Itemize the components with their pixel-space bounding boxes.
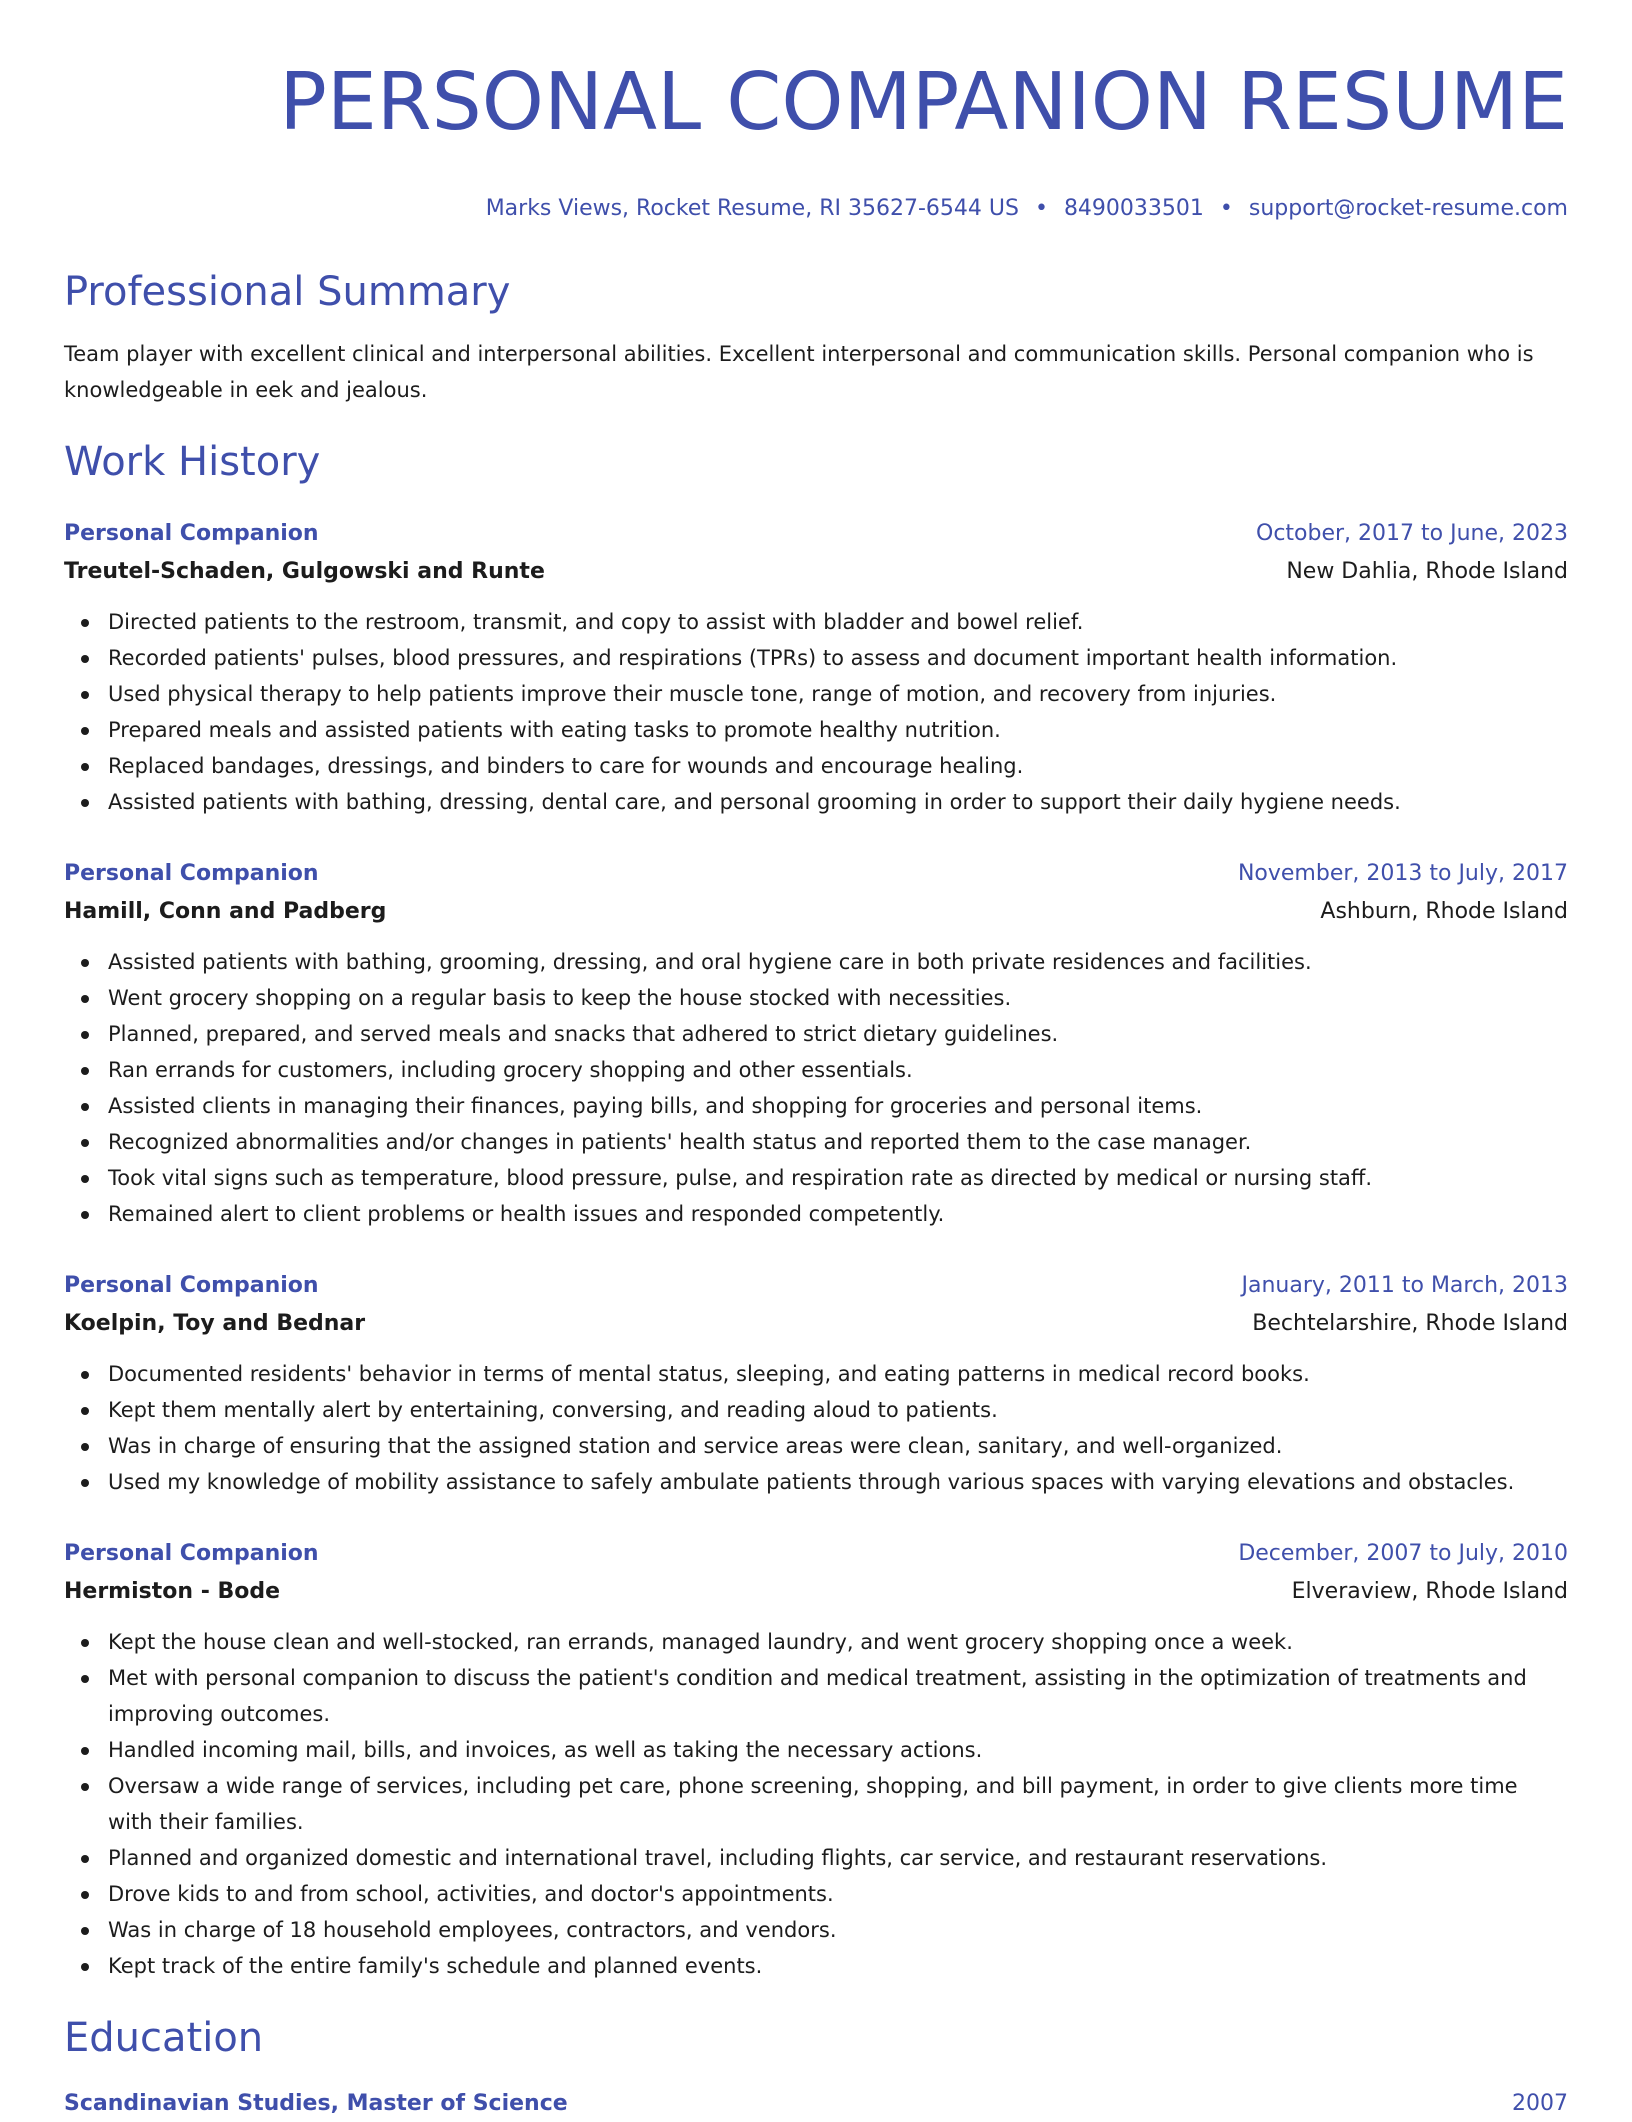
- job-company: Treutel-Schaden, Gulgowski and Runte: [64, 559, 545, 584]
- job-bullet: Recorded patients' pulses, blood pressures, and respirations (TPRs) to assess and document important health information.: [108, 640, 1568, 676]
- job-dates: November, 2013 to July, 2017: [1237, 861, 1568, 886]
- job-title-row: [64, 1536, 1568, 1572]
- job-bullet-list: [64, 944, 1568, 1232]
- job-location: New Dahlia, Rhode Island: [1286, 559, 1568, 584]
- job-bullet: Drove kids to and from school, activities, and doctor's appointments.: [108, 1876, 1568, 1912]
- job-bullet: Planned, prepared, and served meals and snacks that adhered to strict dietary guidelines.: [108, 1016, 1568, 1052]
- education-degree: Scandinavian Studies, Master of Science: [64, 2091, 568, 2116]
- job-bullet: Met with personal companion to discuss the patient's condition and medical treatment, assisting in the optimization of treatments and improving outcomes.: [108, 1660, 1568, 1732]
- resume-title: PERSONAL COMPANION RESUME: [279, 56, 1568, 148]
- resume-page: [64, 0, 1568, 2122]
- contact-separator: •: [1034, 196, 1048, 221]
- job-bullet: Used physical therapy to help patients improve their muscle tone, range of motion, and recovery from injuries.: [108, 676, 1568, 712]
- job-title-row: [64, 516, 1568, 552]
- job-dates: October, 2017 to June, 2023: [1256, 521, 1568, 546]
- job-bullet: Directed patients to the restroom, transmit, and copy to assist with bladder and bowel relief.: [108, 604, 1568, 640]
- job-location: Elveraview, Rhode Island: [1291, 1579, 1568, 1604]
- job-bullet-list: [64, 604, 1568, 820]
- education-year: 2007: [1512, 2091, 1568, 2116]
- contact-address: Marks Views, Rocket Resume, RI 35627-6544 US: [485, 196, 1019, 221]
- job-title: Personal Companion: [64, 1273, 319, 1298]
- job-bullet: Kept the house clean and well-stocked, ran errands, managed laundry, and went grocery shopping once a week.: [108, 1624, 1568, 1660]
- job-title: Personal Companion: [64, 521, 319, 546]
- job-dates: December, 2007 to July, 2010: [1238, 1541, 1568, 1566]
- job-title-row: [64, 1268, 1568, 1304]
- education-entry: [64, 2086, 1568, 2122]
- job-bullet-list: [64, 1356, 1568, 1500]
- contact-separator: •: [1219, 196, 1233, 221]
- job-bullet: Was in charge of 18 household employees, contractors, and vendors.: [108, 1912, 1568, 1948]
- job-title: Personal Companion: [64, 861, 319, 886]
- education-list: [64, 2086, 1568, 2122]
- job-bullet: Oversaw a wide range of services, including pet care, phone screening, shopping, and bill payment, in order to give clients more time with their families.: [108, 1768, 1568, 1840]
- job-bullet-list: [64, 1624, 1568, 1984]
- job-entry: [64, 1268, 1568, 1500]
- job-bullet: Ran errands for customers, including grocery shopping and other essentials.: [108, 1052, 1568, 1088]
- job-entry: [64, 1536, 1568, 1984]
- job-company-row: [64, 892, 1568, 932]
- contact-phone[interactable]: 8490033501: [1063, 196, 1204, 221]
- job-company: Hamill, Conn and Padberg: [64, 899, 387, 924]
- job-bullet: Took vital signs such as temperature, blood pressure, pulse, and respiration rate as directed by medical or nursing staff.: [108, 1160, 1568, 1196]
- job-bullet: Remained alert to client problems or health issues and responded competently.: [108, 1196, 1568, 1232]
- job-bullet: Replaced bandages, dressings, and binders to care for wounds and encourage healing.: [108, 748, 1568, 784]
- job-bullet: Assisted patients with bathing, dressing, dental care, and personal grooming in order to support their daily hygiene needs.: [108, 784, 1568, 820]
- job-dates: January, 2011 to March, 2013: [1241, 1273, 1568, 1298]
- work-history-heading: Work History: [64, 439, 321, 485]
- job-company-row: [64, 1572, 1568, 1612]
- job-bullet: Used my knowledge of mobility assistance to safely ambulate patients through various spaces with varying elevations and obstacles.: [108, 1464, 1568, 1500]
- job-bullet: Handled incoming mail, bills, and invoices, as well as taking the necessary actions.: [108, 1732, 1568, 1768]
- job-location: Bechtelarshire, Rhode Island: [1252, 1311, 1568, 1336]
- job-company-row: [64, 1304, 1568, 1344]
- job-bullet: Kept track of the entire family's schedule and planned events.: [108, 1948, 1568, 1984]
- education-heading: Education: [64, 2015, 264, 2061]
- summary-text: Team player with excellent clinical and interpersonal abilities. Excellent interpersonal and communication skills. Personal companion who is knowledgeable in eek and jealous.: [64, 342, 1534, 402]
- job-bullet: Was in charge of ensuring that the assigned station and service areas were clean, sanitary, and well-organized.: [108, 1428, 1568, 1464]
- job-company-row: [64, 552, 1568, 592]
- job-title-row: [64, 856, 1568, 892]
- contact-line: [64, 194, 1568, 224]
- job-bullet: Kept them mentally alert by entertaining, conversing, and reading aloud to patients.: [108, 1392, 1568, 1428]
- job-entry: [64, 856, 1568, 1232]
- job-entry: [64, 516, 1568, 820]
- job-company: Koelpin, Toy and Bednar: [64, 1311, 366, 1336]
- job-bullet: Assisted patients with bathing, grooming, dressing, and oral hygiene care in both private residences and facilities.: [108, 944, 1568, 980]
- work-history-list: [64, 516, 1568, 1984]
- job-company: Hermiston - Bode: [64, 1579, 281, 1604]
- job-title: Personal Companion: [64, 1541, 319, 1566]
- job-bullet: Assisted clients in managing their finances, paying bills, and shopping for groceries and personal items.: [108, 1088, 1568, 1124]
- job-bullet: Prepared meals and assisted patients with eating tasks to promote healthy nutrition.: [108, 712, 1568, 748]
- job-bullet: Documented residents' behavior in terms of mental status, sleeping, and eating patterns in medical record books.: [108, 1356, 1568, 1392]
- summary-heading: Professional Summary: [64, 269, 511, 315]
- job-location: Ashburn, Rhode Island: [1320, 899, 1568, 924]
- contact-email[interactable]: support@rocket-resume.com: [1248, 196, 1568, 221]
- job-bullet: Recognized abnormalities and/or changes in patients' health status and reported them to the case manager.: [108, 1124, 1568, 1160]
- job-bullet: Went grocery shopping on a regular basis to keep the house stocked with necessities.: [108, 980, 1568, 1016]
- job-bullet: Planned and organized domestic and international travel, including flights, car service, and restaurant reservations.: [108, 1840, 1568, 1876]
